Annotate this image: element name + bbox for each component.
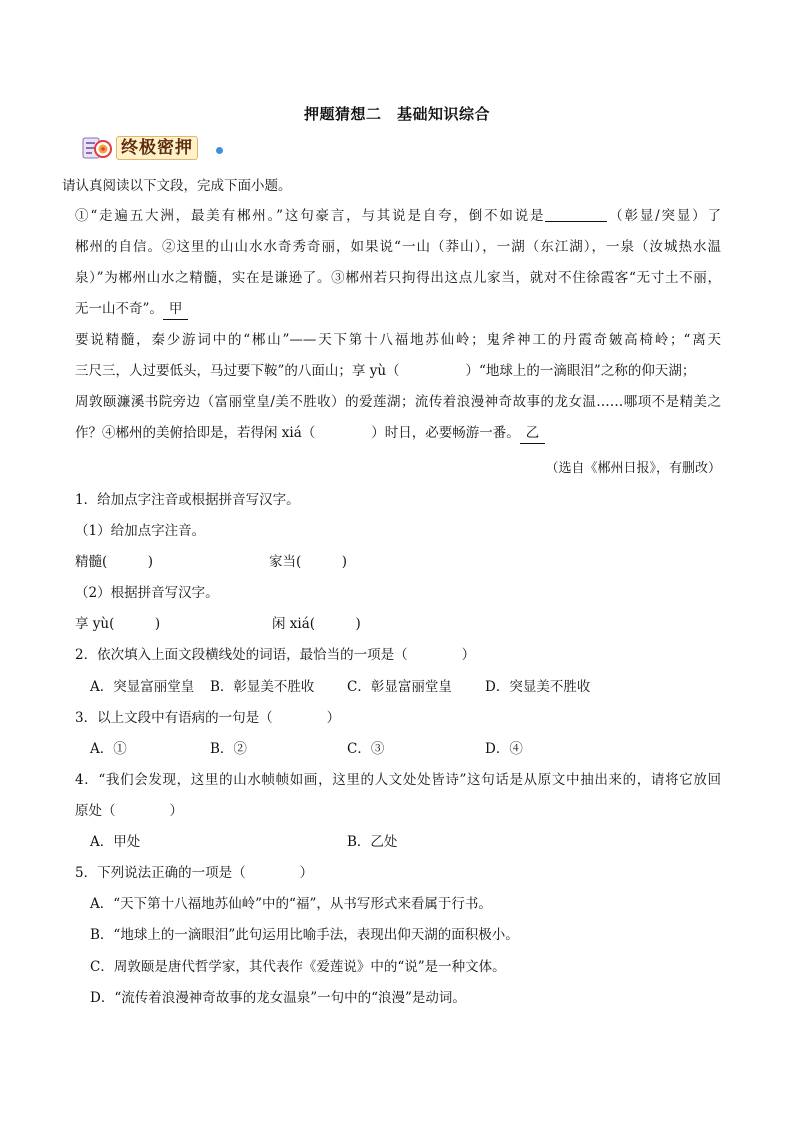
mark-yi: 乙	[520, 423, 546, 444]
question-2: 2．依次填入上面文段横线处的词语，最恰当的一项是（ ）	[75, 647, 476, 663]
badge-label: 终极密押	[116, 136, 198, 160]
q4-option-a[interactable]: A．甲处	[90, 834, 141, 850]
passage-p1-line4: 无一山不奇”。 甲	[75, 299, 188, 320]
question-4-line2: 原处（ ）	[75, 803, 183, 819]
mark-jia: 甲	[163, 299, 189, 320]
q1-item-jingsui: 精髓( )	[75, 554, 154, 570]
q5-option-a[interactable]: A．“天下第十八福地苏仙岭”中的“福”，从书写形式来看属于行书。	[90, 896, 492, 912]
question-1-part-1: （1）给加点字注音。	[75, 523, 206, 539]
passage-p1-line3: 泉）”为郴州山水之精髓，实在是谦逊了。③郴州若只拘得出这点儿家当，就对不住徐霞客“无寸土不丽，	[75, 270, 721, 286]
q2-option-b[interactable]: B．彰显美不胜收	[210, 679, 315, 695]
q3-option-b[interactable]: B．②	[210, 741, 247, 757]
q1-item-xianxia: 闲 xiá( )	[272, 616, 361, 632]
source-note: （选自《郴州日报》，有删改）	[545, 461, 721, 476]
q3-option-c[interactable]: C．③	[347, 741, 385, 757]
q5-option-d[interactable]: D．“流传着浪漫神奇故事的龙女温泉”一句中的“浪漫”是动词。	[90, 990, 466, 1006]
question-1-part-2: （2）根据拼音写汉字。	[75, 585, 219, 601]
passage-p1-line2: 郴州的自信。②这里的山山水水奇秀奇丽，如果说“一山（莽山），一湖（东江湖），一泉（汝城热水温	[75, 239, 721, 255]
question-3: 3．以上文段中有语病的一句是（ ）	[75, 710, 341, 726]
passage-p2-line4: 作？④郴州的美俯拾即是，若得闲 xiá（ ）时日，必要畅游一番。 乙	[75, 423, 545, 444]
passage-p1-line1: ①“走遍五大洲，最美有郴州。”这句豪言，与其说是自夸，倒不如说是 （彰显/突显）了	[75, 208, 721, 224]
passage-p2-line2: 三尺三，人过要低头，马过要下鞍”的八面山；享 yù（ ）“地球上的一滴眼泪”之称的仰天湖；	[75, 363, 696, 379]
target-icon	[82, 135, 112, 161]
question-1: 1．给加点字注音或根据拼音写汉字。	[75, 492, 300, 508]
question-5: 5．下列说法正确的一项是（ ）	[75, 865, 314, 881]
instruction: 请认真阅读以下文段，完成下面小题。	[62, 178, 292, 194]
passage-p2-line1: 要说精髓，秦少游词中的“郴山”——天下第十八福地苏仙岭；鬼斧神工的丹霞奇皴高椅岭；“离天	[75, 332, 721, 348]
q1-item-jiadang: 家当( )	[269, 554, 348, 570]
q5-option-b[interactable]: B．“地球上的一滴眼泪”此句运用比喻手法，表现出仰天湖的面积极小。	[90, 927, 519, 943]
q5-option-c[interactable]: C．周敦颐是唐代哲学家，其代表作《爱莲说》中的“说”是一种文体。	[90, 959, 506, 975]
badge-dot	[216, 147, 223, 154]
q1-item-xiangyu: 享 yù( )	[75, 616, 161, 632]
q2-option-c[interactable]: C．彰显富丽堂皇	[347, 679, 452, 695]
passage-p2-line3: 周敦颐濂溪书院旁边（富丽堂皇/美不胜收）的爱莲湖；流传着浪漫神奇故事的龙女温……哪项不是精美之	[75, 394, 721, 410]
q3-option-d[interactable]: D．④	[485, 741, 523, 757]
q2-option-a[interactable]: A．突显富丽堂皇	[90, 679, 195, 695]
page-title: 押题猜想二 基础知识综合	[303, 105, 490, 123]
q4-option-b[interactable]: B．乙处	[347, 834, 398, 850]
q3-option-a[interactable]: A．①	[90, 741, 127, 757]
answer-blank	[545, 207, 607, 222]
q2-option-d[interactable]: D．突显美不胜收	[485, 679, 591, 695]
question-4-line1: 4．“我们会发现，这里的山水帧帧如画，这里的人文处处皆诗”这句话是从原文中抽出来的，请将它放回	[75, 772, 721, 788]
